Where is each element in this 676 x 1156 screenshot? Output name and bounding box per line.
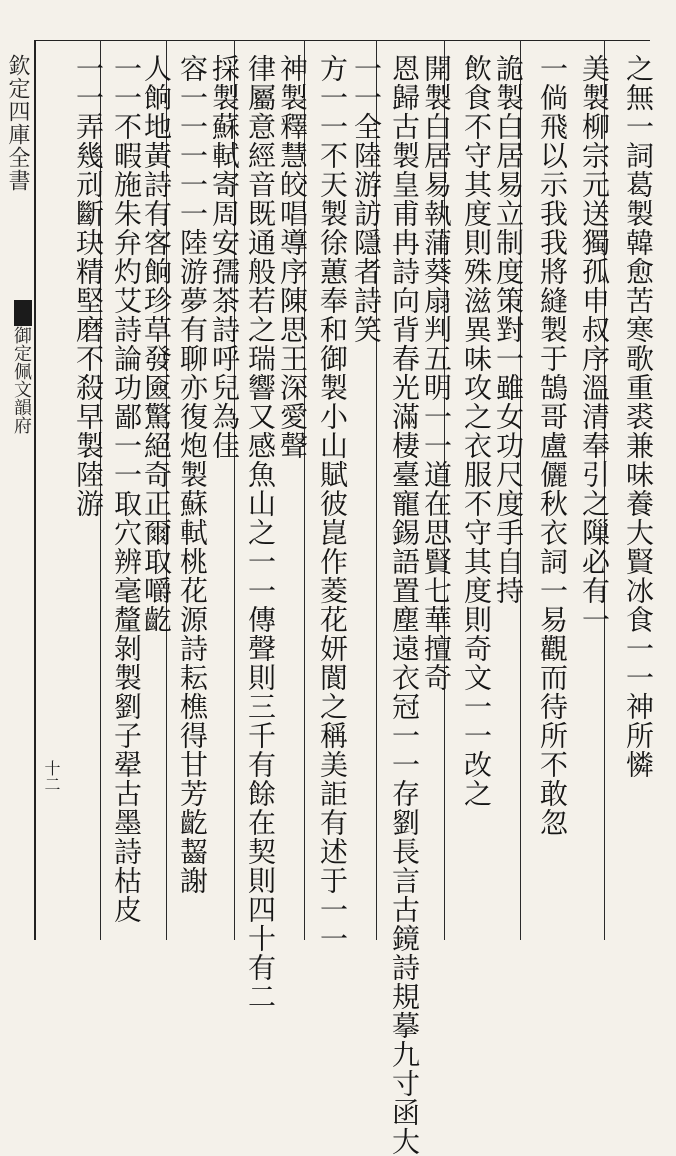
text-column: 神製釋慧皎唱導序陳思王深愛聲 [276,54,309,460]
top-rule [34,40,650,41]
text-column: 方一一不天製徐蕙奉和御製小山賦彼崑作菱花妍閬之稱美詎有述于一一 [316,54,349,953]
text-column: 美製柳宗元送獨孤申叔序溫清奉引之隟必有一 [578,54,611,634]
text-column: 恩歸古製皇甫冉詩向背春光滿棲臺寵錫語置塵遠衣冠一一存劉長言古鏡詩規摹九寸函大 [388,54,421,1156]
text-column: 一一弄幾刓斷玦精堅磨不殺早製陸游 [72,54,105,518]
text-column: 詭製白居易立制度策對一雖女功尺度手自持 [492,54,525,605]
text-column: 飲食不守其度則殊滋異味攻之衣服不守其度則奇文一一改之 [460,54,493,808]
page-number: 十二 [42,760,61,792]
text-column: 人餉地黃詩有客餉珍草發匳驚絕奇正爾取嚼齕 [140,54,173,634]
text-column: 開製白居易執蒲葵扇判五明一一道在思賢七華擅奇 [420,54,453,692]
book-title-gutter: 欽定四庫全書 [5,54,30,192]
text-column: 容一一一一一陸游夢有聊亦復炮製蘇軾桃花源詩耘樵得甘芳齕齧謝 [176,54,209,895]
text-column: 一一不暇施朱弁灼艾詩論功鄙一一取穴辨毫釐剝製劉子翚古墨詩枯皮 [110,54,143,924]
text-column: 律屬意經音既通般若之瑞響又感魚山之一一傳聲則三千有餘在契則四十有二 [244,54,277,1011]
text-column: 一倘飛以示我我將縫製于鵠哥盧儷秋衣詞一易觀而待所不敢忽 [536,54,569,837]
text-column: 之無一詞葛製韓愈苦寒歌重裘兼味養大賢冰食一一神所憐 [622,54,655,779]
gutter-fish-tail [14,300,32,326]
text-column: 一一全陸游訪隱者詩笑 [350,54,383,344]
text-column: 採製蘇軾寄周安孺茶詩呼兒為佳 [208,54,241,460]
work-title-gutter: 御定佩文韻府 [11,326,32,434]
